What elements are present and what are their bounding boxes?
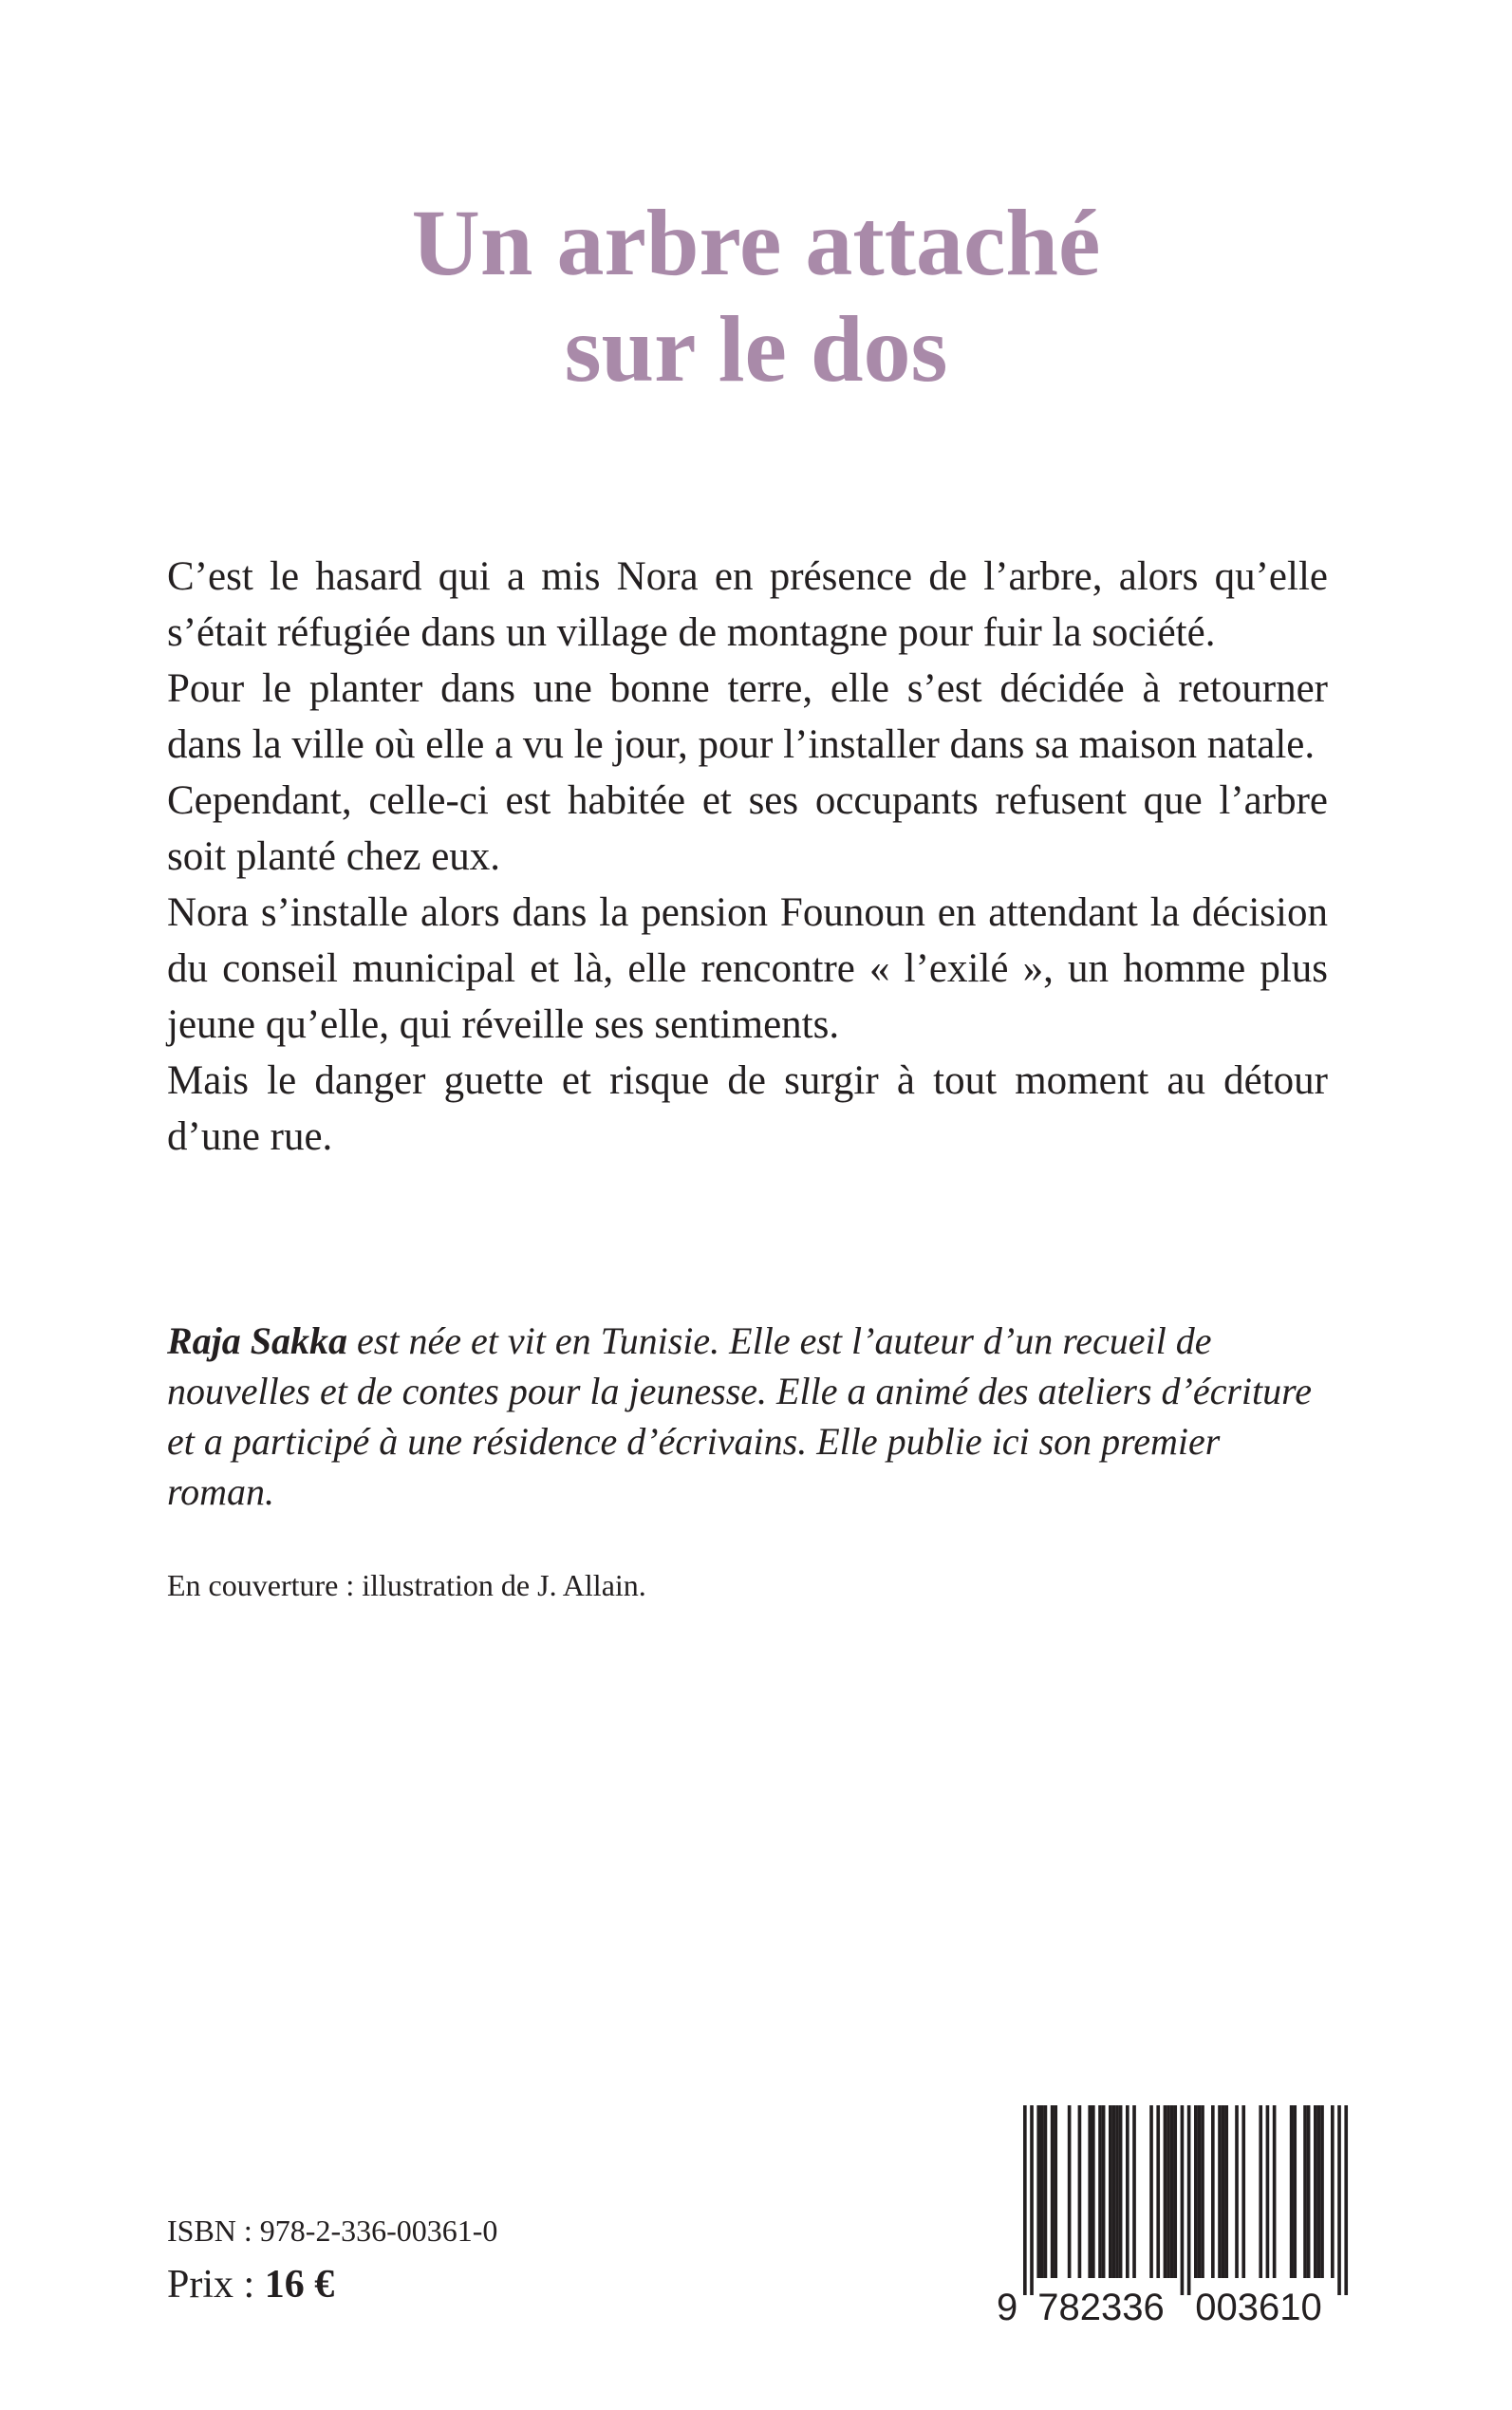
blurb	[167, 549, 1328, 1165]
blurb-paragraph: Nora s’installe alors dans la pension Founoun en attendant la décision du conseil municipal et là, elle rencontre « l’exilé », un homme plus jeune qu’elle, qui réveille ses sentiments.	[167, 890, 1328, 1047]
barcode-bar	[1198, 2105, 1202, 2278]
barcode-bar	[1241, 2105, 1245, 2278]
title-line-1: Un arbre attaché	[411, 190, 1101, 295]
barcode	[987, 2105, 1357, 2326]
barcode-bar	[1173, 2105, 1177, 2278]
price-value: 16 €	[264, 2263, 335, 2307]
barcode-bar	[1224, 2105, 1228, 2278]
barcode-bar	[1102, 2105, 1106, 2278]
barcode-bar	[1112, 2105, 1116, 2278]
barcode-bar	[1040, 2105, 1044, 2278]
isbn: ISBN : 978-2-336-00361-0	[167, 2214, 498, 2248]
barcode-bar	[1222, 2105, 1225, 2278]
book-title	[0, 190, 1512, 402]
barcode-bar	[1109, 2105, 1112, 2278]
barcode-bar	[1317, 2105, 1321, 2278]
barcode-bar	[1092, 2105, 1095, 2278]
barcode-bar	[1303, 2105, 1307, 2278]
barcode-bar	[1044, 2105, 1048, 2278]
barcode-bar	[1156, 2105, 1160, 2278]
barcode-bar	[1201, 2105, 1204, 2278]
blurb-paragraph: Mais le danger guette et risque de surgir à tout moment au détour d’une rue.	[167, 1058, 1328, 1159]
barcode-bar	[1119, 2105, 1123, 2278]
barcode-bar	[1266, 2105, 1270, 2278]
barcode-bar	[1115, 2105, 1119, 2278]
blurb-paragraph: C’est le hasard qui a mis Nora en présence de l’arbre, alors qu’elle s’était réfugiée dans un village de montagne pour fuir la société.	[167, 554, 1328, 655]
barcode-bar	[1293, 2105, 1297, 2278]
barcode-graphic	[987, 2105, 1357, 2326]
barcode-bar	[1164, 2105, 1167, 2278]
barcode-guard-bar	[1344, 2105, 1348, 2295]
barcode-guard-bar	[1030, 2105, 1034, 2295]
barcode-bar	[1051, 2105, 1055, 2278]
price	[167, 2261, 334, 2308]
cover-credit: En couverture : illustration de J. Allain.	[167, 1568, 646, 1602]
barcode-bar	[1054, 2105, 1057, 2278]
price-label: Prix :	[167, 2263, 265, 2307]
barcode-digit-first: 9	[997, 2287, 1018, 2326]
barcode-guard-bar	[1337, 2105, 1341, 2295]
barcode-bar	[1235, 2105, 1239, 2278]
blurb-paragraph: Cependant, celle-ci est habitée et ses occupants refusent que l’arbre soit planté chez eux.	[167, 778, 1328, 879]
blurb-paragraph: Pour le planter dans une bonne terre, elle s’est décidée à retourner dans la ville où elle a vu le jour, pour l’installer dans sa maison natale.	[167, 666, 1328, 767]
barcode-digits-left: 782336	[1037, 2287, 1165, 2326]
barcode-bar	[1194, 2105, 1198, 2278]
barcode-bar	[1259, 2105, 1262, 2278]
barcode-bar	[1078, 2105, 1082, 2278]
barcode-bar	[1273, 2105, 1277, 2278]
barcode-guard-bar	[1181, 2105, 1185, 2295]
barcode-bar	[1132, 2105, 1136, 2278]
barcode-digits-right: 003610	[1195, 2287, 1322, 2326]
author-bio-text: est née et vit en Tunisie. Elle est l’auteur d’un recueil de nouvelles et de contes pour la jeunesse. Elle a animé des ateliers d’écriture et a participé à une résidence d’écrivains. Elle publie ici son premier roman.	[167, 1319, 1312, 1513]
barcode-bar	[1314, 2105, 1317, 2278]
barcode-bar	[1088, 2105, 1092, 2278]
barcode-guard-bar	[1187, 2105, 1191, 2295]
barcode-bar	[1290, 2105, 1294, 2278]
barcode-bar	[1036, 2105, 1040, 2278]
author-bio	[167, 1316, 1328, 1517]
author-name: Raja Sakka	[167, 1319, 348, 1362]
barcode-bar	[1149, 2105, 1153, 2278]
barcode-bar	[1211, 2105, 1215, 2278]
barcode-guard-bar	[1023, 2105, 1027, 2295]
barcode-bar	[1167, 2105, 1170, 2278]
barcode-bar	[1331, 2105, 1335, 2278]
barcode-bar	[1068, 2105, 1072, 2278]
barcode-bar	[1098, 2105, 1102, 2278]
barcode-bar	[1307, 2105, 1311, 2278]
barcode-bar	[1320, 2105, 1324, 2278]
barcode-bar	[1218, 2105, 1222, 2278]
title-line-2: sur le dos	[564, 296, 948, 402]
barcode-bar	[1126, 2105, 1129, 2278]
barcode-bar	[1170, 2105, 1174, 2278]
